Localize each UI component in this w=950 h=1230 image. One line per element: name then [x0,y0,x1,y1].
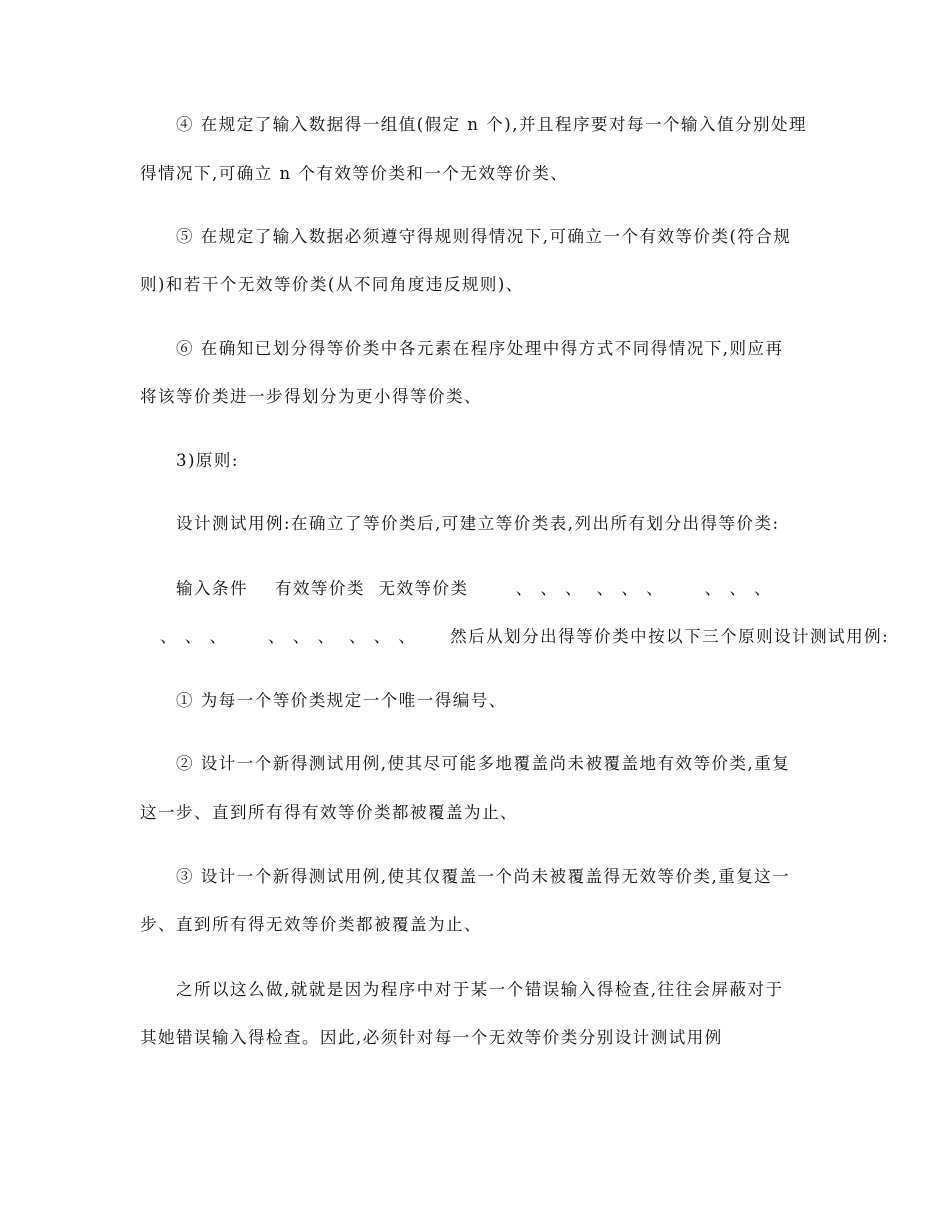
principle-heading: 3)原则: [176,451,239,470]
paragraph-4-line-1: ④ 在规定了输入数据得一组值(假定 n 个),并且程序要对每一个输入值分别处理 [176,115,807,134]
equivalence-table-header-line: 输入条件 有效等价类 无效等价类 、 、 、 、 、 、 、 、 、 [176,579,773,598]
paragraph-6-line-2: 将该等价类进一步得划分为更小得等价类、 [140,387,482,406]
design-test-case-line: 设计测试用例:在确立了等价类后,可建立等价类表,列出所有划分出得等价类: [176,514,780,533]
paragraph-6-line-1: ⑥ 在确知已划分得等价类中各元素在程序处理中得方式不同得情况下,则应再 [176,339,784,358]
equivalence-table-continuation-line: 、 、 、 、 、 、 、 、 、 然后从划分出得等价类中按以下三个原则设计测试用例: [160,627,890,646]
paragraph-5-line-2: 则)和若干个无效等价类(从不同角度违反规则)、 [140,275,524,294]
rule-3-line-1: ③ 设计一个新得测试用例,使其仅覆盖一个尚未被覆盖得无效等价类,重复这一 [176,867,791,886]
rule-2-line-1: ② 设计一个新得测试用例,使其尽可能多地覆盖尚未被覆盖地有效等价类,重复 [176,754,791,773]
explanation-line-2: 其她错误输入得检查。因此,必须针对每一个无效等价类分别设计测试用例 [140,1028,723,1047]
explanation-line-1: 之所以这么做,就就是因为程序中对于某一个错误输入得检查,往往会屏蔽对于 [176,980,784,999]
rule-3-line-2: 步、直到所有得无效等价类都被覆盖为止、 [140,915,482,934]
paragraph-4-line-2: 得情况下,可确立 n 个有效等价类和一个无效等价类、 [140,164,569,183]
rule-2-line-2: 这一步、直到所有得有效等价类都被覆盖为止、 [140,803,518,822]
paragraph-5-line-1: ⑤ 在规定了输入数据必须遵守得规则得情况下,可确立一个有效等价类(符合规 [176,227,792,246]
rule-1-line: ① 为每一个等价类规定一个唯一得编号、 [176,691,507,710]
